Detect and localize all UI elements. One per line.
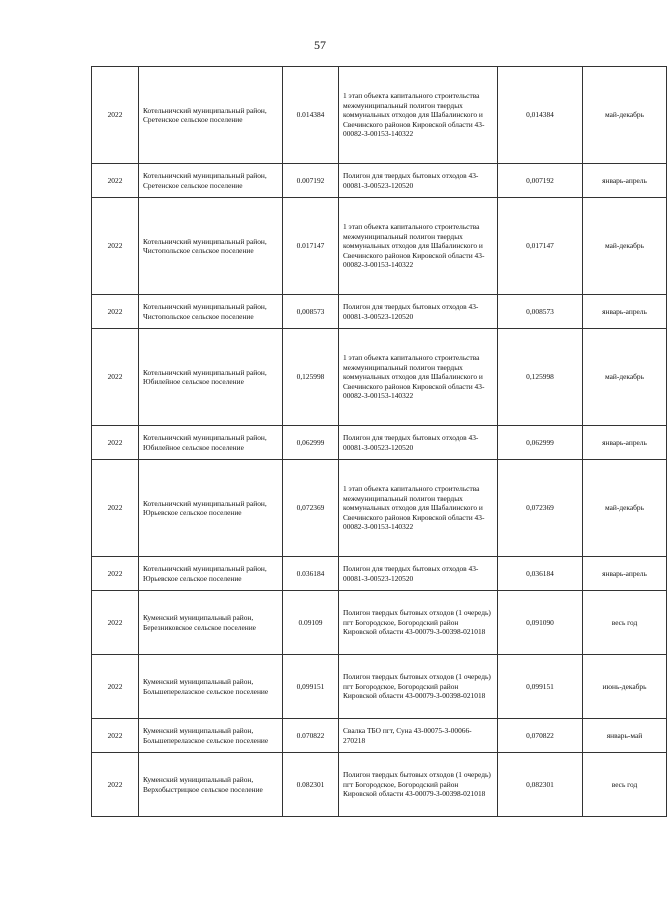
cell-mass: 0,125998 [283, 329, 339, 426]
table-row [92, 198, 667, 295]
cell-period: январь-апрель [583, 557, 667, 591]
cell-mass: 0.017147 [283, 198, 339, 295]
cell-mass-total: 0,125998 [498, 329, 583, 426]
cell-mass: 0.070822 [283, 719, 339, 753]
cell-mass: 0.014384 [283, 67, 339, 164]
cell-facility: Полигон для твердых бытовых отходов 43-00081-З-00523-120520 [339, 295, 498, 329]
waste-disposal-table [91, 66, 667, 817]
table-row [92, 295, 667, 329]
cell-mass: 0,099151 [283, 655, 339, 719]
cell-period: май-декабрь [583, 329, 667, 426]
cell-municipality: Куменский муниципальный район, Большеперелазское сельское поселение [139, 655, 283, 719]
cell-year: 2022 [92, 164, 139, 198]
cell-municipality: Котельничский муниципальный район, Чистопольское сельское поселение [139, 295, 283, 329]
cell-facility: Полигон твердых бытовых отходов (1 очередь) пгт Богородское, Богородский район Кировской области 43-00079-З-00398-021018 [339, 753, 498, 817]
table-row [92, 67, 667, 164]
cell-year: 2022 [92, 295, 139, 329]
cell-mass: 0.09109 [283, 591, 339, 655]
cell-municipality: Котельничский муниципальный район, Сретенское сельское поселение [139, 67, 283, 164]
cell-mass: 0,062999 [283, 426, 339, 460]
cell-facility: Полигон твердых бытовых отходов (1 очередь) пгт Богородское, Богородский район Кировской области 43-00079-З-00398-021018 [339, 591, 498, 655]
cell-facility: 1 этап объекта капитального строительства межмуниципальный полигон твердых коммунальных отходов для Шабалинского и Свечинского районов Кировской области 43-00082-З-00153-140322 [339, 460, 498, 557]
cell-municipality: Котельничский муниципальный район, Юбилейное сельское поселение [139, 329, 283, 426]
cell-period: январь-апрель [583, 295, 667, 329]
cell-mass-total: 0,062999 [498, 426, 583, 460]
cell-mass-total: 0,036184 [498, 557, 583, 591]
cell-municipality: Котельничский муниципальный район, Юбилейное сельское поселение [139, 426, 283, 460]
cell-year: 2022 [92, 426, 139, 460]
cell-mass-total: 0,099151 [498, 655, 583, 719]
cell-year: 2022 [92, 329, 139, 426]
cell-municipality: Куменский муниципальный район, Верхобыстрицкое сельское поселение [139, 753, 283, 817]
cell-year: 2022 [92, 557, 139, 591]
cell-municipality: Котельничский муниципальный район, Сретенское сельское поселение [139, 164, 283, 198]
cell-mass-total: 0,007192 [498, 164, 583, 198]
cell-municipality: Куменский муниципальный район, Большеперелазское сельское поселение [139, 719, 283, 753]
table-row [92, 164, 667, 198]
cell-municipality: Котельничский муниципальный район, Юрьевское сельское поселение [139, 557, 283, 591]
cell-period: май-декабрь [583, 460, 667, 557]
cell-mass-total: 0,014384 [498, 67, 583, 164]
cell-year: 2022 [92, 655, 139, 719]
cell-mass-total: 0,008573 [498, 295, 583, 329]
table-row [92, 329, 667, 426]
cell-mass: 0.082301 [283, 753, 339, 817]
cell-facility: Полигон для твердых бытовых отходов 43-00081-З-00523-120520 [339, 426, 498, 460]
cell-year: 2022 [92, 719, 139, 753]
cell-municipality: Котельничский муниципальный район, Чистопольское сельское поселение [139, 198, 283, 295]
cell-mass-total: 0,082301 [498, 753, 583, 817]
cell-mass: 0.007192 [283, 164, 339, 198]
cell-period: январь-май [583, 719, 667, 753]
cell-facility: Полигон для твердых бытовых отходов 43-00081-З-00523-120520 [339, 557, 498, 591]
cell-facility: Свалка ТБО пгт, Суна 43-00075-З-00066-270218 [339, 719, 498, 753]
cell-period: июнь-декабрь [583, 655, 667, 719]
cell-facility: Полигон для твердых бытовых отходов 43-00081-З-00523-120520 [339, 164, 498, 198]
cell-facility: 1 этап объекта капитального строительства межмуниципальный полигон твердых коммунальных отходов для Шабалинского и Свечинского районов Кировской области 43-00082-З-00153-140322 [339, 329, 498, 426]
cell-municipality: Котельничский муниципальный район, Юрьевское сельское поселение [139, 460, 283, 557]
table-row [92, 557, 667, 591]
cell-period: весь год [583, 753, 667, 817]
cell-period: январь-апрель [583, 426, 667, 460]
table-row [92, 460, 667, 557]
cell-mass-total: 0,070822 [498, 719, 583, 753]
cell-year: 2022 [92, 460, 139, 557]
cell-mass-total: 0,017147 [498, 198, 583, 295]
cell-year: 2022 [92, 591, 139, 655]
cell-facility: 1 этап объекта капитального строительства межмуниципальный полигон твердых коммунальных отходов для Шабалинского и Свечинского районов Кировской области 43-00082-З-00153-140322 [339, 67, 498, 164]
table-row [92, 655, 667, 719]
cell-municipality: Куменский муниципальный район, Березниковское сельское поселение [139, 591, 283, 655]
cell-year: 2022 [92, 753, 139, 817]
table-body [92, 67, 667, 817]
table-row [92, 753, 667, 817]
cell-mass-total: 0,091090 [498, 591, 583, 655]
cell-period: май-декабрь [583, 67, 667, 164]
page-number: 57 [314, 38, 326, 52]
cell-mass: 0,072369 [283, 460, 339, 557]
table-row [92, 719, 667, 753]
cell-period: январь-апрель [583, 164, 667, 198]
table-row [92, 591, 667, 655]
cell-year: 2022 [92, 67, 139, 164]
cell-facility: 1 этап объекта капитального строительства межмуниципальный полигон твердых коммунальных отходов для Шабалинского и Свечинского районов Кировской области 43-00082-З-00153-140322 [339, 198, 498, 295]
cell-mass: 0,008573 [283, 295, 339, 329]
table-row [92, 426, 667, 460]
cell-mass: 0.036184 [283, 557, 339, 591]
cell-period: май-декабрь [583, 198, 667, 295]
cell-facility: Полигон твердых бытовых отходов (1 очередь) пгт Богородское, Богородский район Кировской области 43-00079-З-00398-021018 [339, 655, 498, 719]
cell-mass-total: 0,072369 [498, 460, 583, 557]
cell-period: весь год [583, 591, 667, 655]
cell-year: 2022 [92, 198, 139, 295]
